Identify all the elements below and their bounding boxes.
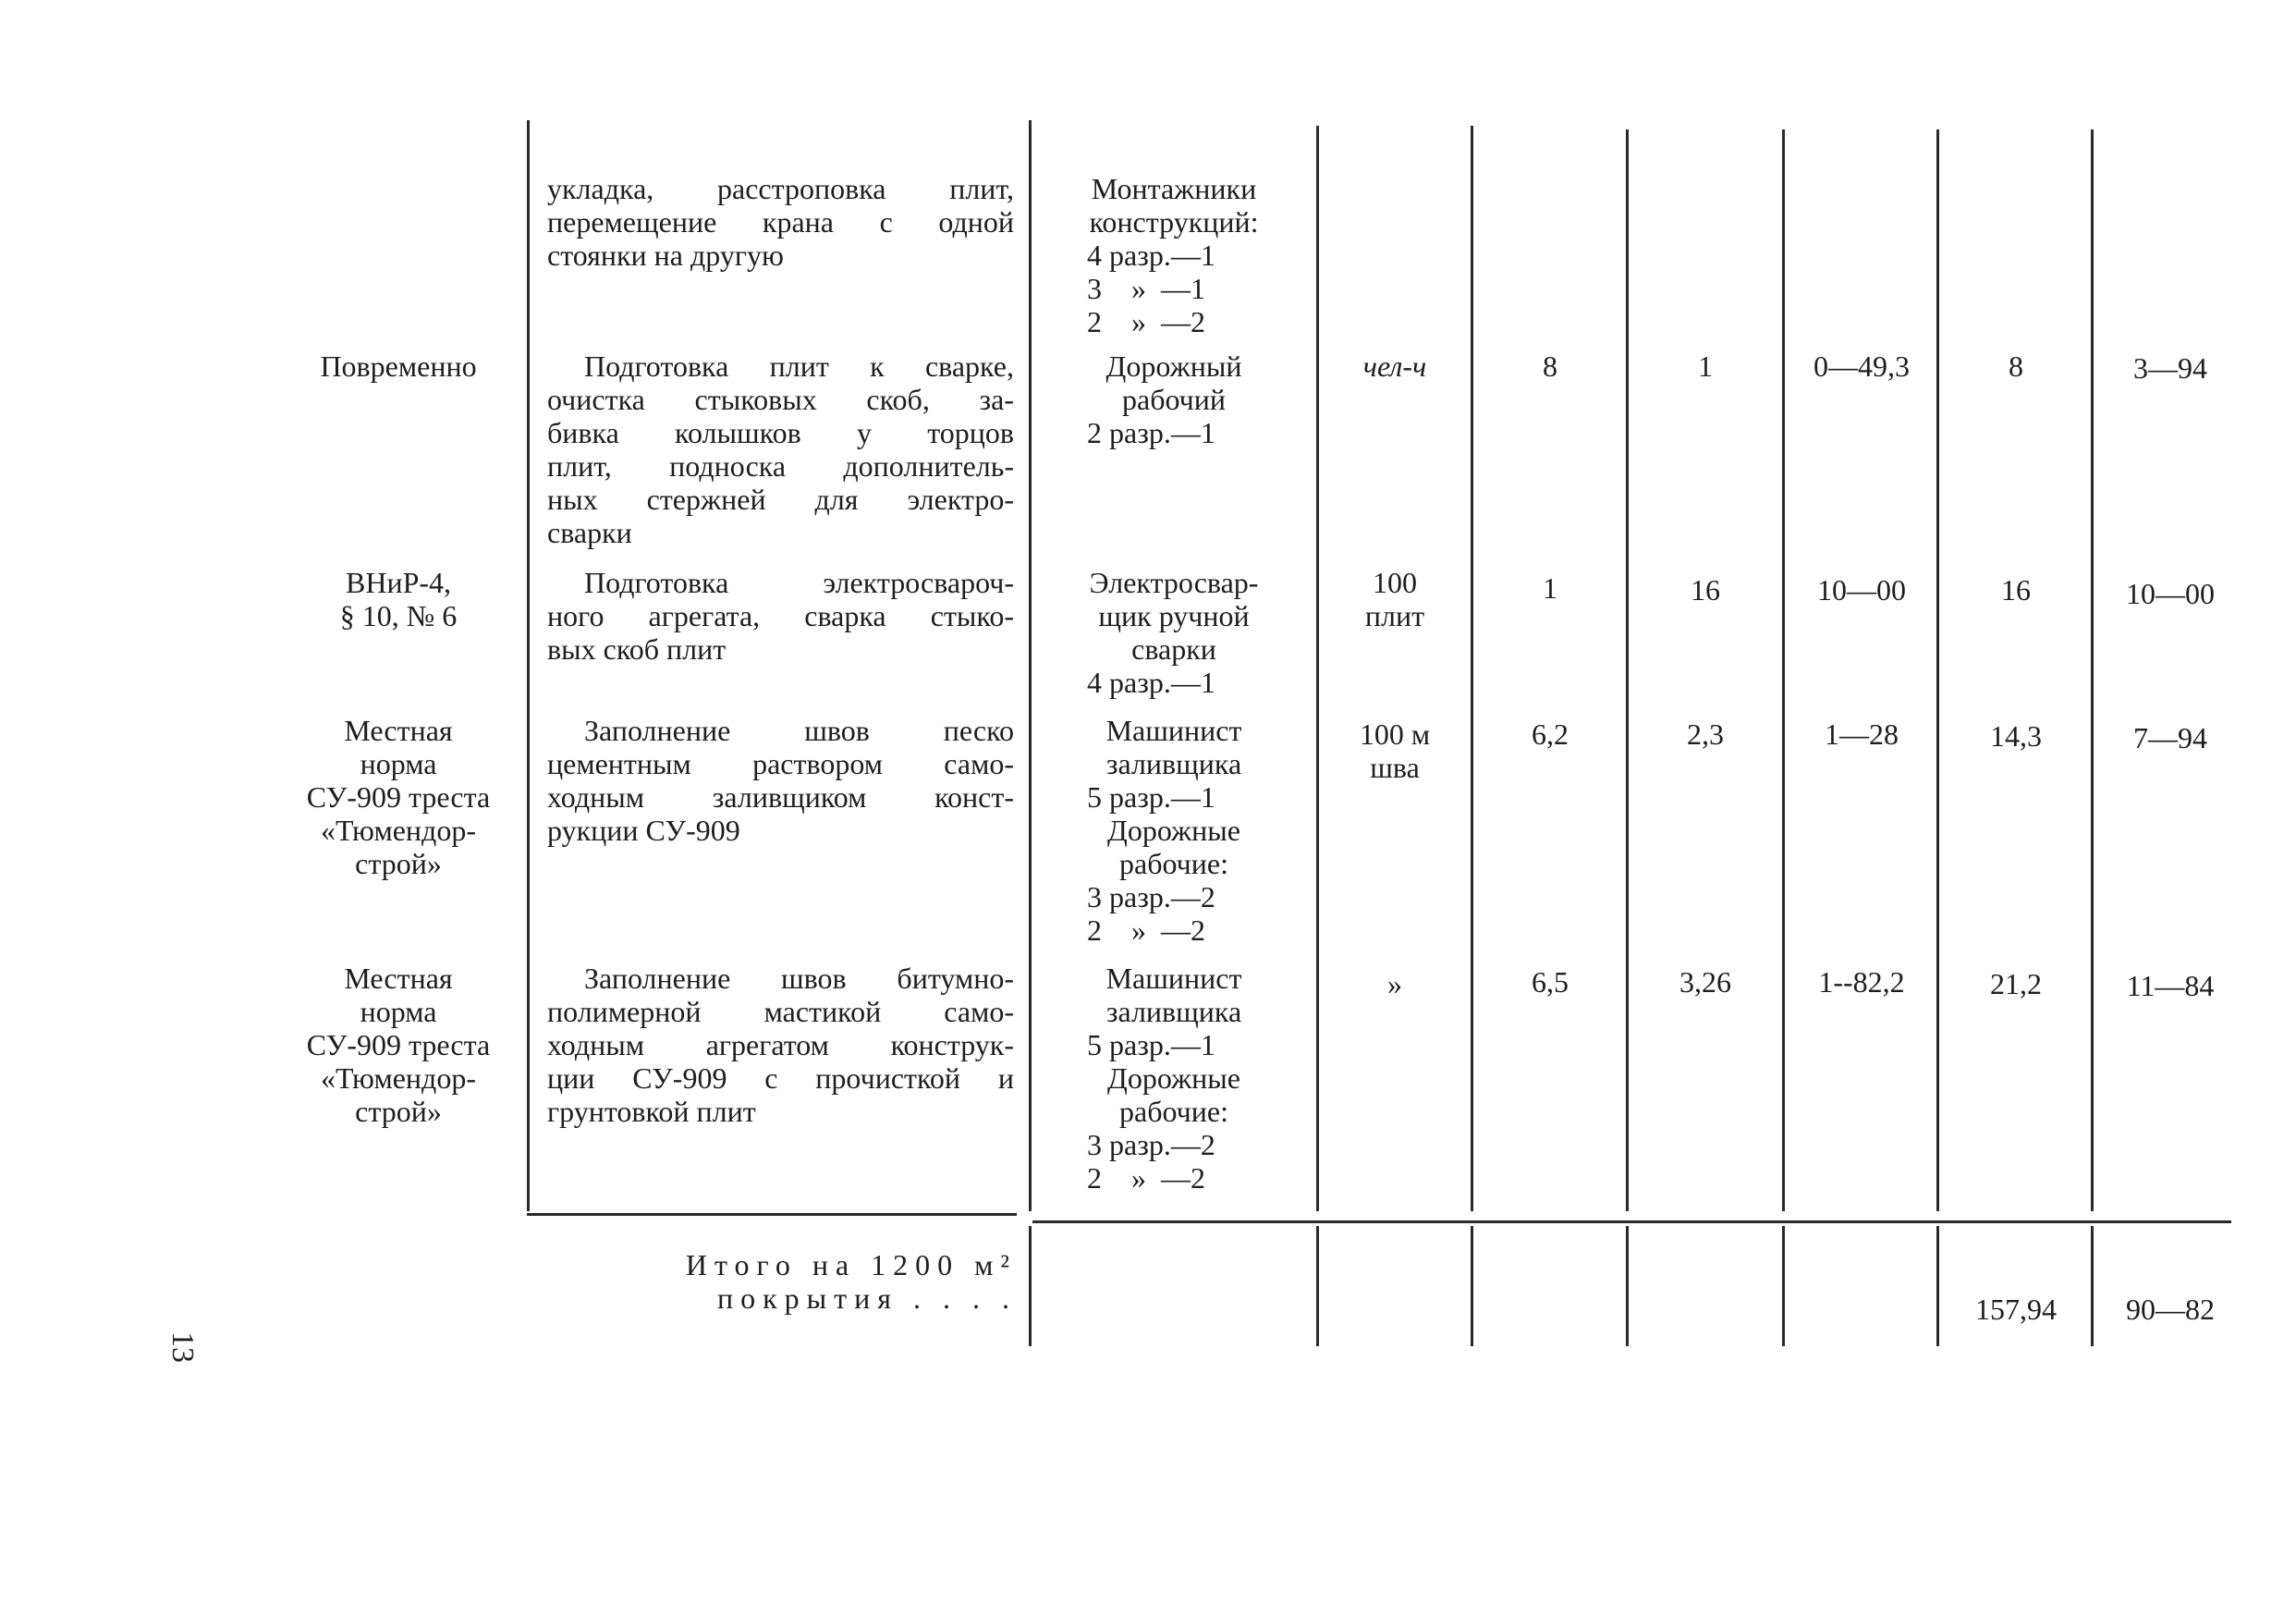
row-1-basis: Повременно (320, 349, 477, 383)
row-2-unit: 100 плит (1364, 566, 1425, 632)
total-labor: 157,94 (1975, 1293, 2057, 1326)
row-2-workers: Электросвар- щик ручной сварки 4 разр.—1 (1087, 566, 1259, 699)
total-rule-v5 (1782, 1226, 1785, 1346)
column-rule-2 (1029, 120, 1032, 1211)
total-rule-v1 (1029, 1226, 1032, 1346)
column-rule-5 (1626, 129, 1629, 1211)
row-2-volume: 16 (1691, 573, 1720, 607)
row-1-unit: чел-ч (1362, 349, 1427, 383)
row-1-volume: 1 (1698, 349, 1713, 383)
column-rule-1 (527, 120, 530, 1211)
total-rule-v3 (1471, 1226, 1473, 1346)
total-rule-v4 (1626, 1226, 1629, 1346)
total-cost: 90—82 (2126, 1293, 2215, 1326)
row-3-norm-time: 6,2 (1532, 717, 1569, 751)
row-2-work: Подготовка электросвароч- ного агрегата, сварка стыко- вых скоб плит (547, 566, 1014, 666)
column-rule-8 (2091, 129, 2094, 1211)
row-3-basis: Местная норма СУ-909 треста «Тюмендор- строй» (306, 714, 491, 880)
row-0-work: укладка, расстроповка плит, перемещение крана с одной стоянки на другую (547, 172, 1014, 272)
row-4-rate: 1--82,2 (1818, 965, 1905, 999)
row-3-work: Заполнение швов песко цементным раствором само- ходным заливщиком конст- рукции СУ-909 (547, 714, 1014, 847)
row-1-workers: Дорожный рабочий 2 разр.—1 (1087, 349, 1242, 449)
row-4-work: Заполнение швов битумно- полимерной мастикой само- ходным агрегатом конструк- ции СУ-909 с прочисткой и грунтовкой плит (547, 962, 1014, 1128)
row-4-volume: 3,26 (1679, 965, 1731, 999)
column-rule-6 (1782, 129, 1785, 1211)
row-1-cost: 3—94 (2133, 351, 2207, 385)
row-3-rate: 1—28 (1825, 717, 1899, 751)
row-1-norm-time: 8 (1543, 349, 1557, 383)
row-4-norm-time: 6,5 (1532, 965, 1569, 999)
total-rule-right (1032, 1220, 2231, 1223)
row-4-basis: Местная норма СУ-909 треста «Тюмендор- строй» (306, 962, 491, 1128)
column-rule-3 (1316, 126, 1319, 1211)
total-rule-left (527, 1213, 1017, 1216)
row-1-labor: 8 (2009, 349, 2023, 383)
total-label: Итого на 1200 м² покрытия . . . . (685, 1248, 1017, 1315)
row-2-norm-time: 1 (1543, 571, 1557, 605)
row-3-volume: 2,3 (1687, 717, 1724, 751)
row-2-cost: 10—00 (2126, 577, 2215, 610)
row-2-rate: 10—00 (1817, 573, 1906, 607)
row-1-work: Подготовка плит к сварке, очистка стыковых скоб, за- бивка колышков у торцов плит, подноска дополнитель- ных стержней для электро- сварки (547, 349, 1014, 549)
row-4-cost: 11—84 (2126, 969, 2215, 1002)
row-0-workers: Монтажники конструкций: 4 разр.—1 3 » —1 2 » —2 (1087, 172, 1259, 338)
row-2-labor: 16 (2001, 573, 2031, 607)
total-rule-v2 (1316, 1226, 1319, 1346)
row-3-labor: 14,3 (1990, 719, 2042, 753)
page-number: 13 (165, 1331, 200, 1363)
total-rule-v7 (2091, 1226, 2094, 1346)
row-1-rate: 0—49,3 (1814, 349, 1910, 383)
row-2-basis: ВНиР-4, § 10, № 6 (339, 566, 458, 632)
column-rule-7 (1936, 129, 1939, 1211)
row-4-workers: Машинист заливщика 5 разр.—1 Дорожные рабочие: 3 разр.—2 2 » —2 (1087, 962, 1242, 1195)
row-3-cost: 7—94 (2133, 721, 2207, 754)
total-rule-v6 (1936, 1226, 1939, 1346)
row-3-unit: 100 м шва (1359, 717, 1431, 784)
column-rule-4 (1471, 126, 1473, 1211)
row-4-unit: » (1387, 967, 1402, 1000)
row-4-labor: 21,2 (1990, 967, 2042, 1000)
row-3-workers: Машинист заливщика 5 разр.—1 Дорожные рабочие: 3 разр.—2 2 » —2 (1087, 714, 1242, 947)
